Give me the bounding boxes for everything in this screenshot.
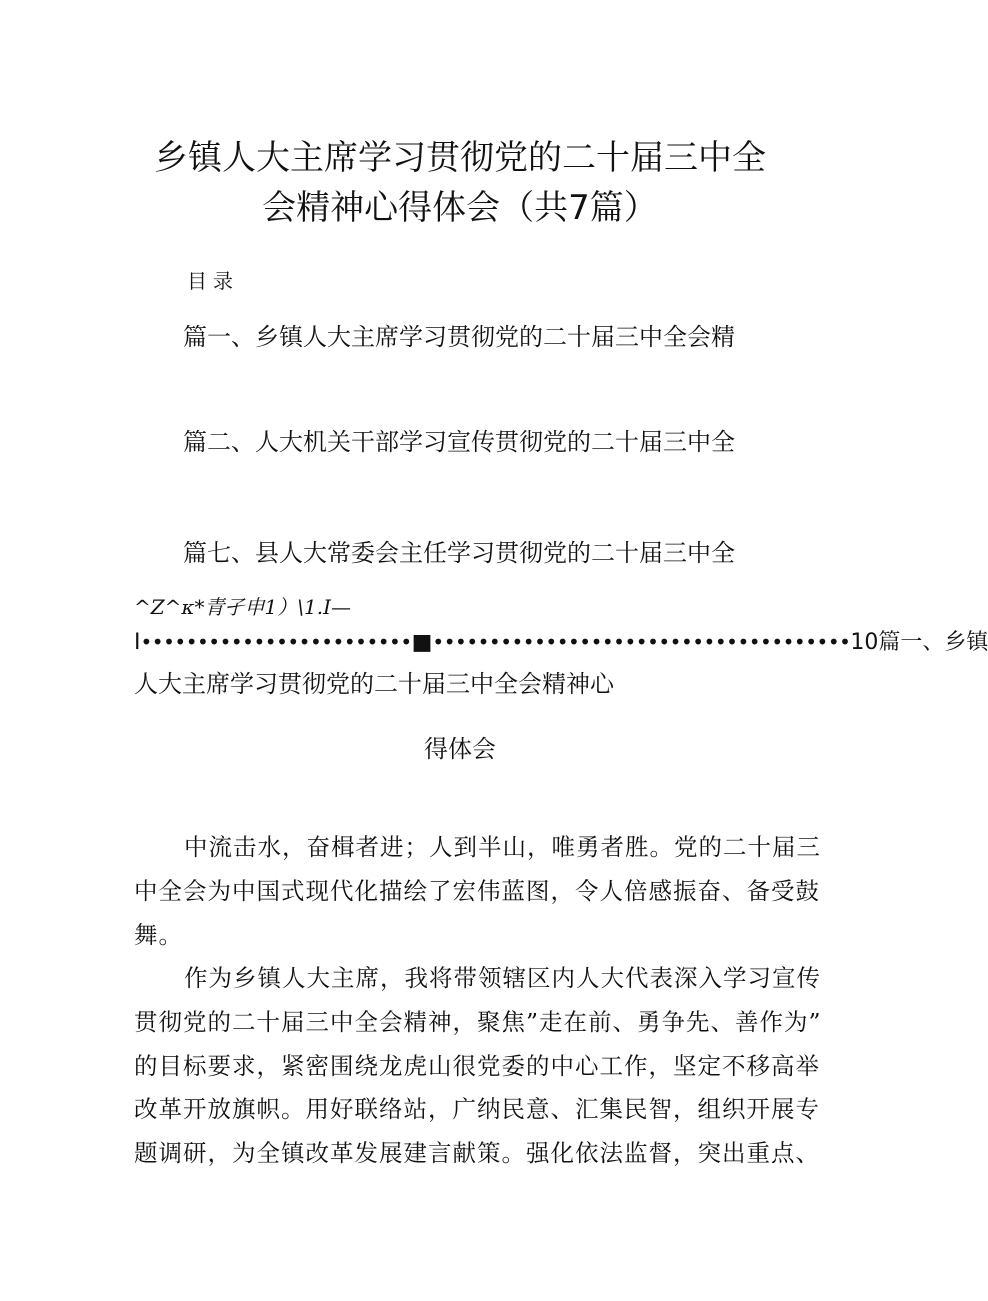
toc-heading: 目录 — [187, 269, 239, 293]
body-paragraph-line: 的目标要求，紧密围绕龙虎山很党委的中心工作，坚定不移高举 — [134, 1052, 820, 1080]
section-heading-continuation: 人大主席学习贯彻党的二十届三中全会精神心 — [134, 670, 614, 698]
section-heading-start: 篇一、乡镇 — [878, 630, 988, 655]
document-title-line-2: 会精神心得体会（共7篇） — [262, 188, 658, 228]
body-paragraph-line: 舞。 — [134, 921, 183, 949]
leader-dots: •••••••••••••••••••••••• — [140, 630, 412, 654]
body-paragraph-line: 贯彻党的二十届三中全会精神，聚焦”走在前、勇争先、善作为” — [134, 1008, 822, 1036]
toc-entry: 篇七、县人大常委会主任学习贯彻党的二十届三中全 — [183, 539, 735, 567]
leader-dots: ••••••••••••••••••••••••••••••••••••• — [432, 630, 851, 654]
garbled-ocr-line: ^Z^κ*青孑申1）\1.I— — [134, 595, 351, 619]
document-title-line-1: 乡镇人大主席学习贯彻党的二十届三中全 — [154, 138, 766, 178]
body-paragraph-line: 改革开放旗帜。用好联络站，广纳民意、汇集民智，组织开展专 — [134, 1095, 820, 1123]
leader-mark: ■ — [411, 630, 433, 655]
body-paragraph-line: 题调研，为全镇改革发展建言献策。强化依法监督，突出重点、 — [134, 1139, 820, 1167]
body-paragraph-line: 作为乡镇人大主席，我将带领辖区内人大代表深入学习宣传 — [184, 964, 821, 992]
body-paragraph-line: 中流击水，奋楫者进；人到半山，唯勇者胜。党的二十届三 — [184, 833, 821, 861]
toc-entry: 篇一、乡镇人大主席学习贯彻党的二十届三中全会精 — [183, 323, 735, 351]
leader-lead: I — [134, 630, 141, 655]
toc-entry: 篇二、人大机关干部学习宣传贯彻党的二十届三中全 — [183, 428, 735, 456]
toc-leader-line — [134, 627, 988, 658]
body-paragraph-line: 中全会为中国式现代化描绘了宏伟蓝图，令人倍感振奋、备受鼓 — [134, 877, 820, 905]
toc-page-number: 10 — [850, 630, 879, 655]
section-heading-end: 得体会 — [424, 735, 496, 763]
